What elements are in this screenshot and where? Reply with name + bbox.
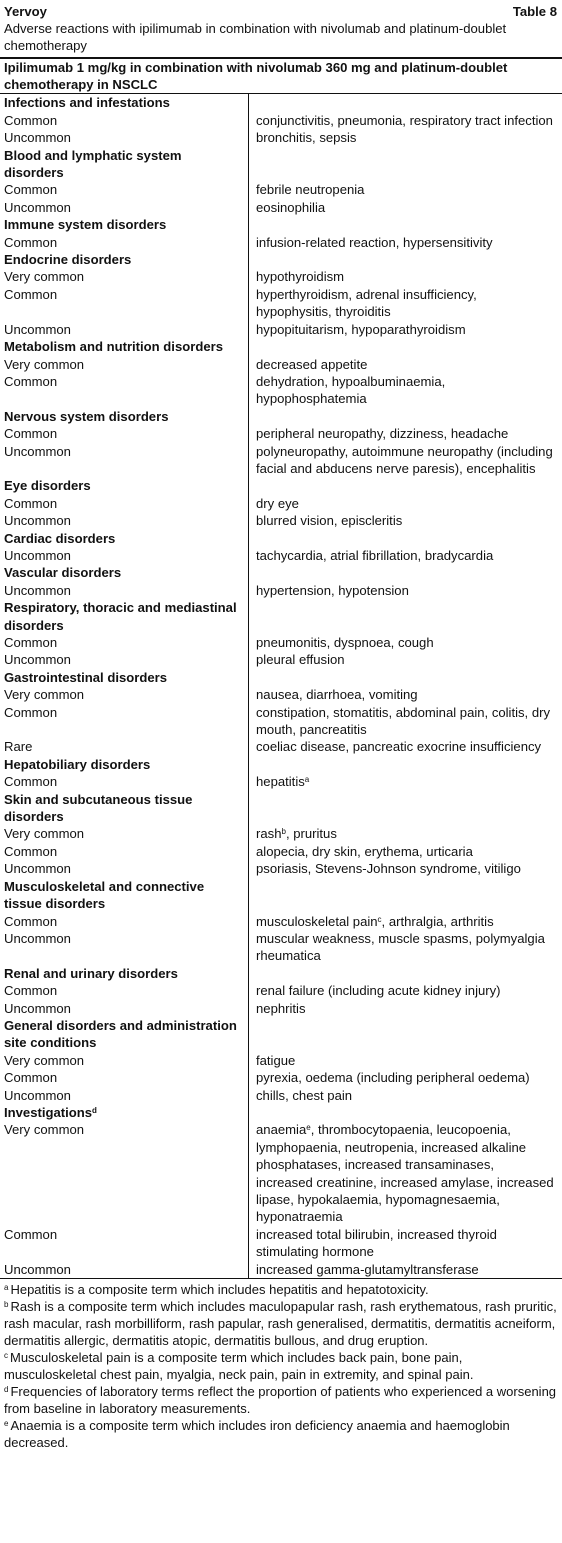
frequency-cell: Uncommon: [4, 547, 71, 563]
reactions-text: blurred vision, episcleritis: [256, 513, 403, 529]
reactions-cell: [248, 1226, 554, 1261]
reactions-text: anaemia: [256, 1122, 307, 1138]
frequency-cell: Uncommon: [4, 513, 71, 529]
section-title: [0, 477, 240, 494]
product-name: Yervoy: [4, 4, 47, 19]
footnote-mark: a: [4, 1283, 9, 1293]
reactions-text: peripheral neuropathy, dizziness, headache: [256, 426, 509, 442]
frequency-cell: Common: [4, 1070, 58, 1086]
reactions-cell: [248, 443, 554, 478]
reactions-cell: [248, 582, 554, 599]
reactions-cell: [248, 512, 554, 529]
section-title: [0, 564, 240, 581]
table-row: [0, 1226, 562, 1261]
reactions-text: polyneuropathy, autoimmune neuropathy (including facial and abducens nerve paresis), encephalitis: [256, 443, 553, 476]
section-title-text: Skin and subcutaneous tissue disorders: [4, 791, 193, 825]
table-row: [0, 825, 562, 842]
table-row: [0, 286, 562, 321]
section-title: [0, 669, 240, 686]
section-title-text: Nervous system disorders: [4, 408, 169, 424]
frequency-cell: Uncommon: [4, 861, 71, 877]
footnote-marker: d: [92, 1105, 97, 1115]
reactions-text: musculoskeletal pain: [256, 913, 378, 929]
reactions-cell: [248, 356, 554, 373]
frequency-cell: Very common: [4, 1052, 85, 1068]
section-title-text: Hepatobiliary disorders: [4, 756, 151, 772]
section-title: [0, 216, 240, 233]
section-title-text: General disorders and administration site conditions: [4, 1017, 237, 1051]
footnote-marker: a: [304, 775, 310, 785]
table-row: [0, 1052, 562, 1069]
reactions-cell: [248, 651, 554, 668]
table-row: [0, 512, 562, 529]
reactions-text: alopecia, dry skin, erythema, urticaria: [256, 843, 473, 859]
reactions-text: dehydration, hypoalbuminaemia, hypophosphatemia: [256, 373, 446, 407]
section-title: [0, 599, 240, 634]
footnote-mark: e: [4, 1419, 9, 1429]
frequency-cell: Uncommon: [4, 930, 71, 946]
reactions-text: renal failure (including acute kidney injury): [256, 983, 501, 999]
reactions-cell: [248, 129, 554, 146]
reactions-cell: [248, 199, 554, 216]
table-row: [0, 930, 562, 965]
reactions-text: muscular weakness, muscle spasms, polymyalgia rheumatica: [256, 930, 545, 964]
reactions-cell: [248, 825, 554, 842]
table-row: [0, 356, 562, 373]
table-caption: Adverse reactions with ipilimumab in combination with nivolumab and platinum-doublet chemotherapy: [4, 21, 507, 54]
table-row: [0, 982, 562, 999]
frequency-cell: Common: [4, 286, 58, 302]
reactions-text: bronchitis, sepsis: [256, 130, 357, 146]
table-row: [0, 1000, 562, 1017]
section-title: [0, 756, 240, 773]
frequency-cell: Common: [4, 983, 58, 999]
frequency-cell: Very common: [4, 1122, 85, 1138]
reactions-text: fatigue: [256, 1052, 296, 1068]
table-row: [0, 199, 562, 216]
table-row: [0, 860, 562, 877]
footnote-mark: b: [4, 1300, 9, 1310]
reactions-cell: [248, 234, 554, 251]
reactions-text-rest: , thrombocytopaenia, leucopoenia, lymphopaenia, neutropenia, increased alkaline phosphatases, increased transaminases, increased creatinine, increased amylase, increased lipase, hypokalaemia, hypomagnesaemia, hyponatraemia: [256, 1122, 554, 1225]
reactions-text: constipation, stomatitis, abdominal pain, colitis, dry mouth, pancreatitis: [256, 704, 551, 738]
frequency-cell: Uncommon: [4, 652, 71, 668]
frequency-cell: Rare: [4, 739, 33, 755]
section-title-text: Vascular disorders: [4, 565, 122, 581]
table-row: [0, 321, 562, 338]
section-title: [0, 530, 240, 547]
section-title-text: Infections and infestations: [4, 95, 170, 111]
footnote-mark: d: [4, 1385, 9, 1395]
reactions-text: psoriasis, Stevens-Johnson syndrome, vitiligo: [256, 861, 521, 877]
section-title: [0, 878, 240, 913]
frequency-cell: Common: [4, 704, 58, 720]
section-title-text: Immune system disorders: [4, 217, 167, 233]
table-row: [0, 373, 562, 408]
reactions-cell: [248, 286, 554, 321]
frequency-cell: Common: [4, 774, 58, 790]
table-row: [0, 268, 562, 285]
frequency-cell: Common: [4, 373, 58, 389]
table-row: [0, 181, 562, 198]
table-row: [0, 425, 562, 442]
reactions-cell: [248, 495, 554, 512]
reactions-text: hypertension, hypotension: [256, 582, 409, 598]
footnote-text: Musculoskeletal pain is a composite term which includes back pain, bone pain, musculoskeletal chest pain, myalgia, neck pain, pain in extremity, and spinal pain.: [4, 1350, 474, 1383]
footnotes: [0, 1279, 562, 1451]
frequency-cell: Common: [4, 843, 58, 859]
frequency-cell: Common: [4, 495, 58, 511]
section-title-text: Musculoskeletal and connective tissue disorders: [4, 878, 205, 912]
frequency-cell: Very common: [4, 356, 85, 372]
reactions-cell: [248, 321, 554, 338]
section-title-text: Metabolism and nutrition disorders: [4, 339, 223, 355]
reactions-text: conjunctivitis, pneumonia, respiratory tract infection: [256, 112, 553, 128]
footnote: [4, 1349, 557, 1383]
section-title-text: Investigations: [4, 1104, 93, 1120]
section-title: [0, 1104, 240, 1121]
frequency-cell: Common: [4, 635, 58, 650]
frequency-cell: Uncommon: [4, 1087, 71, 1103]
frequency-cell: Uncommon: [4, 1261, 71, 1277]
reactions-cell: [248, 547, 554, 564]
frequency-cell: Common: [4, 1226, 58, 1242]
table-row: [0, 234, 562, 251]
reactions-cell: [248, 1069, 554, 1086]
section-title-text: Endocrine disorders: [4, 252, 132, 268]
table-row: [0, 1069, 562, 1086]
reactions-text: decreased appetite: [256, 356, 368, 372]
footnote: [4, 1298, 557, 1349]
reactions-cell: [248, 1052, 554, 1069]
table-row: [0, 112, 562, 129]
section-title: [0, 338, 240, 355]
frequency-cell: Very common: [4, 269, 85, 285]
table-row: [0, 1261, 562, 1278]
reactions-text-rest: , pruritus: [285, 826, 337, 842]
reactions-text: hypothyroidism: [256, 269, 345, 285]
table-heading: Ipilimumab 1 mg/kg in combination with nivolumab 360 mg and platinum-doublet chemotherapy in NSCLC: [4, 60, 508, 93]
footnote-text: Hepatitis is a composite term which includes hepatitis and hepatotoxicity.: [10, 1282, 429, 1298]
footnote: [4, 1281, 557, 1298]
table-row: [0, 582, 562, 599]
footnote-text: Frequencies of laboratory terms reflect the proportion of patients who experienced a worsening from baseline in laboratory measurements.: [4, 1384, 557, 1417]
section-title: [0, 251, 240, 268]
reactions-cell: [248, 982, 554, 999]
frequency-cell: Very common: [4, 826, 85, 842]
frequency-cell: Uncommon: [4, 582, 71, 598]
reactions-cell: [248, 1000, 554, 1017]
reactions-cell: [248, 913, 554, 930]
adverse-reactions-table: [0, 94, 562, 1278]
frequency-cell: Very common: [4, 687, 85, 703]
table-row: [0, 773, 562, 790]
reactions-text: pneumonitis, dyspnoea, cough: [256, 635, 434, 650]
reactions-cell: [248, 738, 554, 755]
reactions-cell: [248, 1121, 554, 1225]
footnote-marker: c: [377, 914, 382, 924]
frequency-cell: Uncommon: [4, 321, 71, 337]
document-header: [0, 3, 562, 20]
reactions-cell: [248, 704, 554, 739]
reactions-text: eosinophilia: [256, 199, 326, 215]
footnote-text: Anaemia is a composite term which includes iron deficiency anaemia and haemoglobin decreased.: [4, 1418, 510, 1451]
section-title: [0, 791, 240, 826]
footnote-mark: c: [4, 1351, 8, 1361]
reactions-text: hyperthyroidism, adrenal insufficiency, hypophysitis, thyroiditis: [256, 286, 477, 320]
footnote-marker: b: [281, 827, 286, 837]
reactions-cell: [248, 773, 554, 790]
table-row: [0, 738, 562, 755]
table-row: [0, 686, 562, 703]
section-title-text: Eye disorders: [4, 478, 91, 494]
frequency-cell: Uncommon: [4, 1000, 71, 1016]
footnote-text: Rash is a composite term which includes maculopapular rash, rash erythematous, rash pruritic, rash macular, rash morbilliform, rash papular, rash generalised, dermatitis, dermatitis acneiform, dermatitis allergic, dermatitis atopic, dermatitis bullous, and drug eruption.: [4, 1299, 557, 1349]
reactions-text: rash: [256, 826, 282, 842]
reactions-cell: [248, 860, 554, 877]
reactions-text: nephritis: [256, 1000, 306, 1016]
table-row: [0, 913, 562, 930]
reactions-text: chills, chest pain: [256, 1087, 353, 1103]
section-title-text: Blood and lymphatic system disorders: [4, 147, 182, 181]
table-row: [0, 129, 562, 146]
table-row: [0, 443, 562, 478]
reactions-cell: [248, 268, 554, 285]
footnote: [4, 1383, 557, 1417]
reactions-cell: [248, 634, 554, 651]
table-row: [0, 634, 562, 651]
frequency-cell: Uncommon: [4, 130, 71, 146]
table-row: [0, 843, 562, 860]
reactions-cell: [248, 1087, 554, 1104]
table-row: [0, 651, 562, 668]
frequency-cell: Uncommon: [4, 199, 71, 215]
reactions-text: tachycardia, atrial fibrillation, bradycardia: [256, 547, 494, 563]
reactions-text: infusion-related reaction, hypersensitivity: [256, 234, 493, 250]
footnote: [4, 1417, 557, 1451]
frequency-cell: Common: [4, 913, 58, 929]
table-row: [0, 547, 562, 564]
table-row: [0, 1087, 562, 1104]
reactions-text: hepatitis: [256, 774, 305, 790]
section-title-text: Respiratory, thoracic and mediastinal disorders: [4, 600, 237, 633]
section-title-text: Gastrointestinal disorders: [4, 669, 167, 685]
frequency-cell: Common: [4, 426, 58, 442]
reactions-cell: [248, 930, 554, 965]
reactions-cell: [248, 843, 554, 860]
reactions-text: pleural effusion: [256, 652, 345, 668]
frequency-cell: Common: [4, 112, 58, 128]
reactions-text: febrile neutropenia: [256, 182, 365, 198]
table-row: [0, 1121, 562, 1225]
section-title: [0, 408, 240, 425]
reactions-text: increased total bilirubin, increased thyroid stimulating hormone: [256, 1226, 497, 1260]
reactions-cell: [248, 425, 554, 442]
table-label: Table 8: [512, 4, 557, 19]
reactions-text: increased gamma-glutamyltransferase: [256, 1261, 479, 1277]
frequency-cell: Common: [4, 182, 58, 198]
reactions-cell: [248, 373, 554, 408]
section-title: [0, 1017, 240, 1052]
reactions-cell: [248, 112, 554, 129]
reactions-cell: [248, 181, 554, 198]
section-title: [0, 147, 240, 182]
section-title-text: Renal and urinary disorders: [4, 965, 178, 981]
footnote-marker: e: [306, 1123, 311, 1133]
reactions-cell: [248, 686, 554, 703]
table-row: [0, 495, 562, 512]
table-row: [0, 704, 562, 739]
reactions-text: nausea, diarrhoea, vomiting: [256, 687, 418, 703]
reactions-text: dry eye: [256, 495, 299, 511]
frequency-cell: Uncommon: [4, 443, 71, 459]
section-title: [0, 965, 240, 982]
reactions-text: hypopituitarism, hypoparathyroidism: [256, 321, 466, 337]
section-title-text: Cardiac disorders: [4, 530, 116, 546]
section-title: [0, 94, 240, 111]
reactions-text: pyrexia, oedema (including peripheral oedema): [256, 1070, 530, 1086]
reactions-text-rest: , arthralgia, arthritis: [381, 913, 494, 929]
reactions-cell: [248, 1261, 554, 1278]
reactions-text: coeliac disease, pancreatic exocrine insufficiency: [256, 739, 542, 755]
frequency-cell: Common: [4, 234, 58, 250]
